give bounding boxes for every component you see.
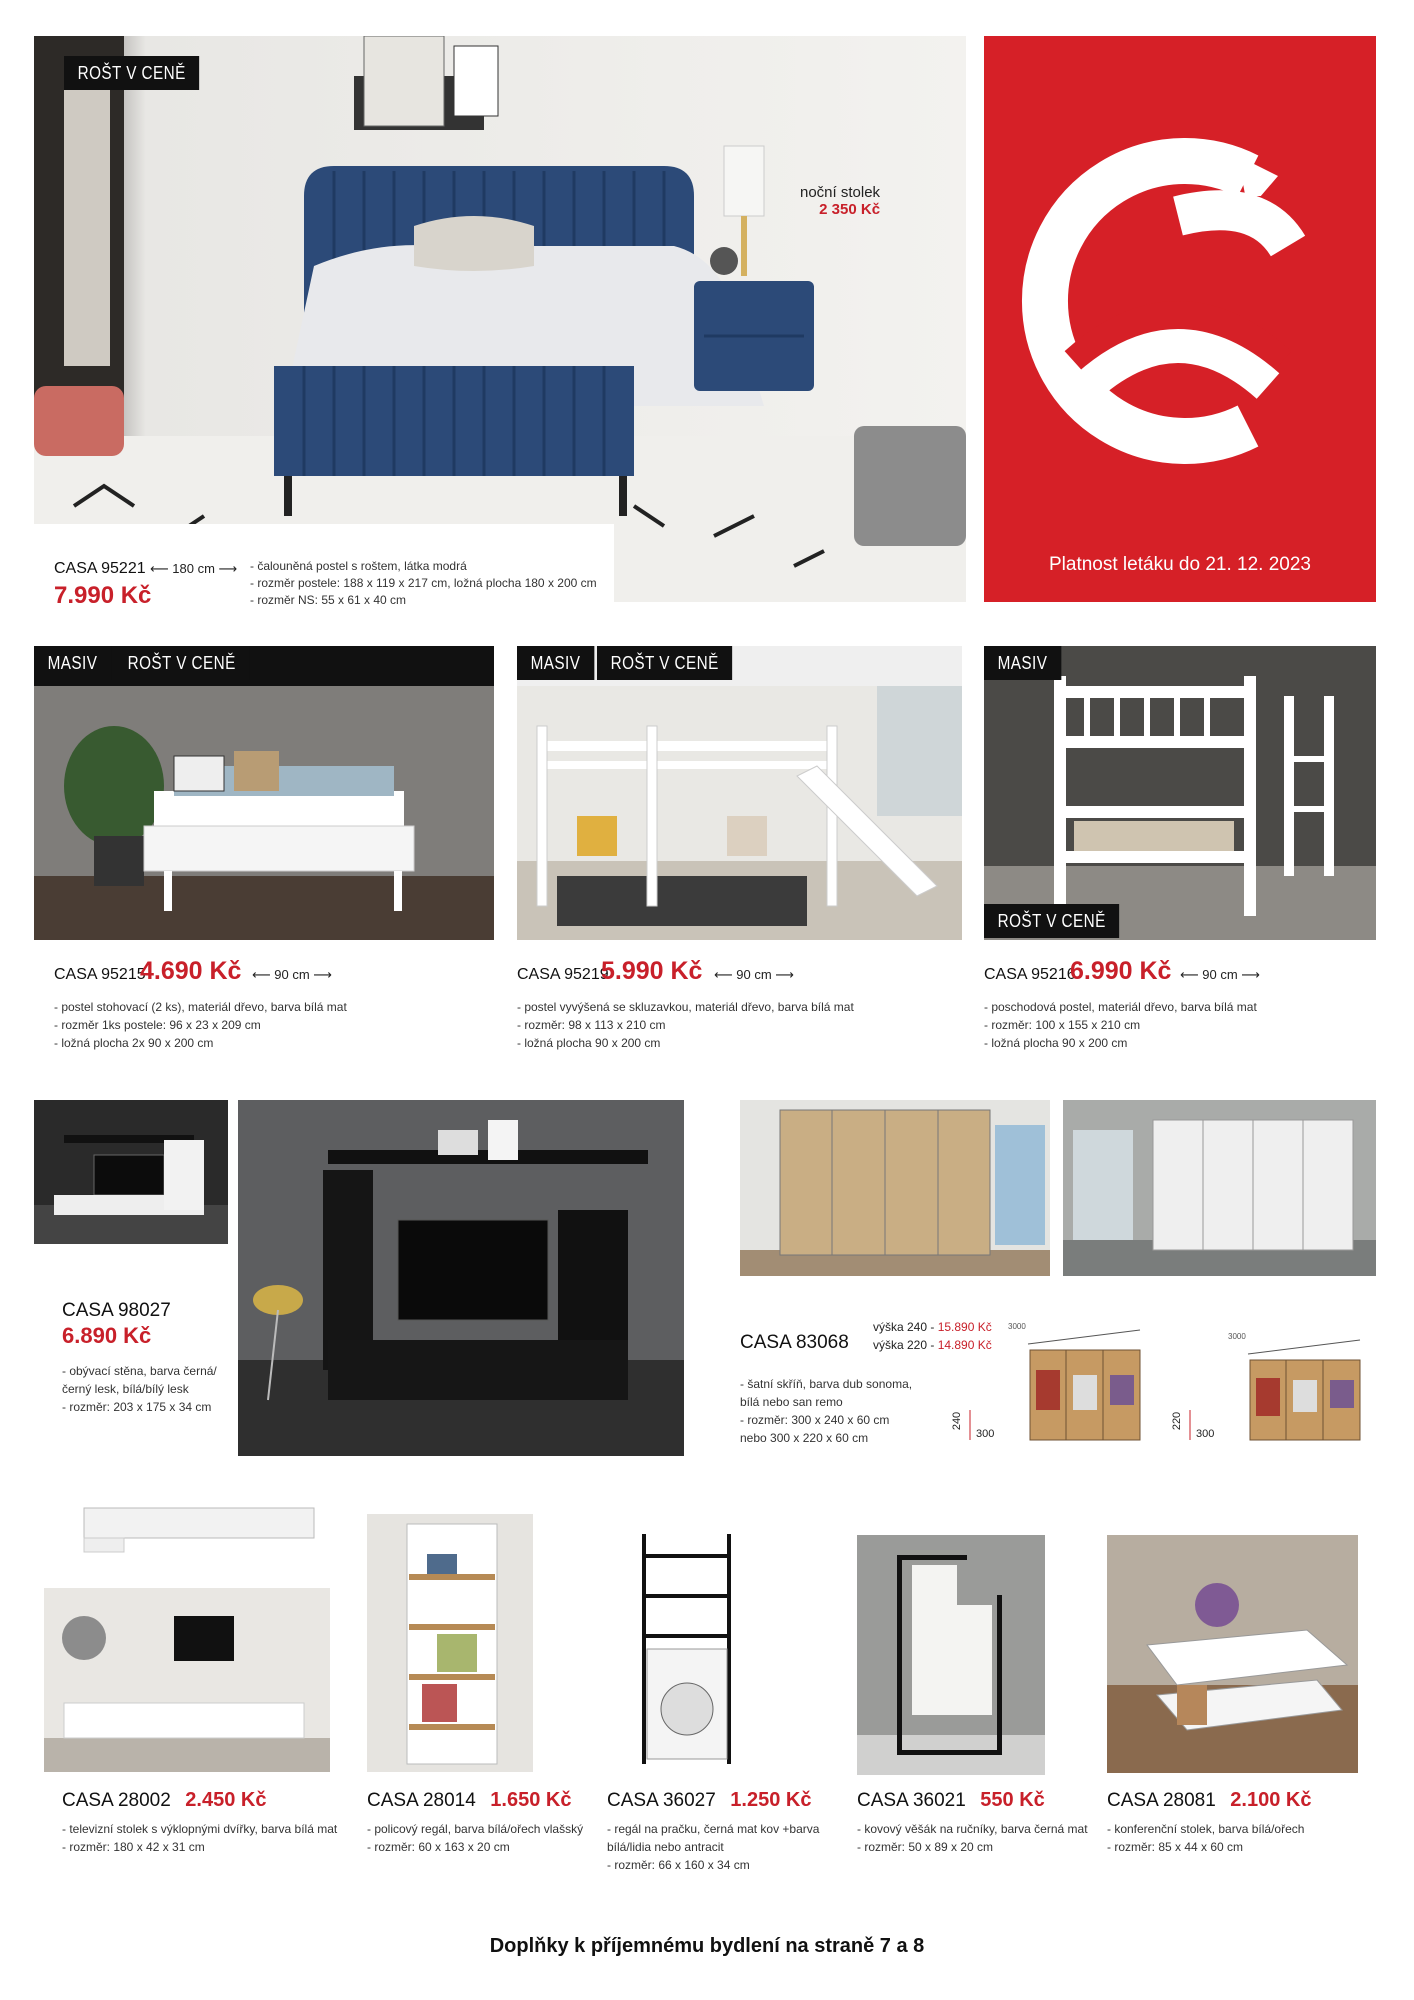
bookshelf-illustration xyxy=(367,1514,533,1772)
desc-line: - kovový věšák na ručníky, barva černá mat xyxy=(857,1822,1088,1836)
bunk-bed-desc xyxy=(984,998,1257,1052)
washer-shelf-illustration xyxy=(607,1514,765,1776)
arrow-right-icon: ⟶ xyxy=(1241,967,1260,982)
small-item-price: 1.650 Kč xyxy=(490,1789,572,1811)
desc-line: - rozměr 1ks postele: 96 x 23 x 209 cm xyxy=(54,1018,261,1032)
validity-text: Platnost letáku do 21. 12. 2023 xyxy=(1049,554,1311,575)
stacking-bed-desc xyxy=(54,998,347,1052)
loft-bed-width-label: 90 cm xyxy=(736,967,772,982)
loft-bed-width xyxy=(714,967,794,983)
wardrobe-b-width: 300 xyxy=(1196,1428,1215,1440)
bunk-bed-width xyxy=(1180,967,1260,983)
desc-line: - rozměr: 85 x 44 x 60 cm xyxy=(1107,1840,1244,1854)
stacking-bed-price: 4.690 Kč xyxy=(140,957,242,985)
desc-line: - rozměr: 66 x 160 x 34 cm xyxy=(607,1858,750,1872)
desc-line: - poschodová postel, materiál dřevo, barva bílá mat xyxy=(984,1000,1257,1014)
bunk-bed-code: CASA 95216 xyxy=(984,966,1076,983)
small-item-price: 2.100 Kč xyxy=(1230,1789,1312,1811)
tv-wall-desc xyxy=(62,1362,217,1416)
small-item-code: CASA 28014 xyxy=(367,1790,476,1811)
loft-bed-badge-masiv: MASIV xyxy=(517,646,594,680)
desc-line: - ložná plocha 90 x 200 cm xyxy=(517,1036,661,1050)
wardrobe-desc xyxy=(740,1375,912,1447)
wardrobe-b-top-dim: 3000 xyxy=(1228,1332,1246,1341)
nightstand-price: 2 350 Kč xyxy=(819,201,881,218)
tv-wall-photo xyxy=(238,1100,684,1456)
wardrobe-price-220: 14.890 Kč xyxy=(937,1338,992,1352)
small-item-price: 2.450 Kč xyxy=(185,1789,267,1811)
loft-bed-badge-rost: ROŠT V CENĚ xyxy=(597,646,732,680)
wardrobe-interior-240-illustration xyxy=(937,1320,1150,1460)
small-item-3 xyxy=(607,1789,819,1874)
wardrobe-photo-white xyxy=(1063,1100,1376,1276)
tv-wall-illustration xyxy=(238,1100,684,1456)
wardrobe-code: CASA 83068 xyxy=(740,1332,849,1353)
bunk-bed-badge-rost: ROŠT V CENĚ xyxy=(984,904,1119,938)
desc-line: bílá nebo san remo xyxy=(740,1395,843,1409)
wardrobe-oak-illustration xyxy=(740,1100,1050,1276)
nightstand-callout xyxy=(800,184,880,218)
desc-line: - televizní stolek s výklopnými dvířky, barva bílá mat xyxy=(62,1822,338,1836)
bunk-bed-badge-masiv: MASIV xyxy=(984,646,1061,680)
bed-hero-desc xyxy=(250,558,597,609)
casa-logo-icon xyxy=(1018,136,1342,466)
bed-hero-photo xyxy=(34,36,966,602)
bed-hero-width-label: 180 cm xyxy=(172,561,215,576)
bed-hero-code: CASA 95221 xyxy=(54,560,146,577)
loft-bed-code: CASA 95219 xyxy=(517,966,609,983)
loft-bed-photo xyxy=(517,646,962,940)
desc-line: - rozměr: 60 x 163 x 20 cm xyxy=(367,1840,510,1854)
desc-line: - regál na pračku, černá mat kov +barva xyxy=(607,1822,820,1836)
bunk-bed-price: 6.990 Kč xyxy=(1070,957,1172,985)
tv-stand-illustration xyxy=(44,1498,330,1772)
desc-line: - postel stohovací (2 ks), materiál dřevo, barva bílá mat xyxy=(54,1000,347,1014)
towel-rack-illustration xyxy=(857,1535,1045,1775)
wardrobe-a-height: 240 xyxy=(951,1411,964,1431)
small-item-code: CASA 36021 xyxy=(857,1790,966,1811)
wardrobe-price-240: 15.890 Kč xyxy=(937,1320,992,1334)
bookshelf-photo xyxy=(367,1514,533,1772)
tv-wall-code: CASA 98027 xyxy=(62,1300,171,1321)
arrow-right-icon: ⟶ xyxy=(775,967,794,982)
loft-bed-illustration xyxy=(517,646,962,940)
desc-line: - rozměr: 203 x 175 x 34 cm xyxy=(62,1400,212,1414)
desc-line: - rozměr: 100 x 155 x 210 cm xyxy=(984,1018,1141,1032)
bunk-bed-illustration xyxy=(984,646,1376,940)
desc-line: - obývací stěna, barva černá/ xyxy=(62,1364,217,1378)
arrow-left-icon: ⟵ xyxy=(150,561,169,576)
small-item-code: CASA 28081 xyxy=(1107,1790,1216,1811)
small-item-1 xyxy=(62,1789,337,1856)
wardrobe-b-height: 220 xyxy=(1171,1411,1184,1431)
arrow-left-icon: ⟵ xyxy=(1180,967,1199,982)
washer-shelf-photo xyxy=(607,1514,765,1776)
nightstand-label: noční stolek xyxy=(800,184,881,201)
desc-line: - postel vyvýšená se skluzavkou, materiál dřevo, barva bílá mat xyxy=(517,1000,854,1014)
desc-line: - rozměr: 98 x 113 x 210 cm xyxy=(517,1018,666,1032)
coffee-table-photo xyxy=(1107,1535,1358,1773)
stacking-bed-photo xyxy=(34,646,494,940)
stacking-bed-width-label: 90 cm xyxy=(274,967,310,982)
bed-hero-width xyxy=(150,561,237,577)
tv-wall-thumb-photo xyxy=(34,1100,228,1244)
footer-note: Doplňky k příjemnému bydlení na straně 7 a 8 xyxy=(489,1935,925,1957)
stacking-bed-width xyxy=(252,967,332,983)
coffee-table-illustration xyxy=(1107,1535,1358,1773)
small-item-code: CASA 28002 xyxy=(62,1790,171,1811)
loft-bed-desc xyxy=(517,998,854,1052)
towel-rack-photo xyxy=(857,1535,1045,1775)
arrow-right-icon: ⟶ xyxy=(313,967,332,982)
bed-hero-badge: ROŠT V CENĚ xyxy=(64,56,199,90)
wardrobe-diagram-240 xyxy=(937,1320,1150,1460)
small-item-2 xyxy=(367,1789,583,1856)
brand-panel xyxy=(984,36,1376,602)
wardrobe-white-illustration xyxy=(1063,1100,1376,1276)
tv-wall-price: 6.890 Kč xyxy=(62,1323,152,1348)
wardrobe-a-top-dim: 3000 xyxy=(1008,1322,1026,1331)
desc-line: - rozměr postele: 188 x 119 x 217 cm, ložná plocha 180 x 200 cm xyxy=(250,576,597,590)
stacking-bed-badge-rost: ROŠT V CENĚ xyxy=(114,646,249,680)
desc-line: - rozměr: 50 x 89 x 20 cm xyxy=(857,1840,994,1854)
tv-wall-thumb-illustration xyxy=(34,1100,228,1244)
small-item-4 xyxy=(857,1789,1088,1856)
wardrobe-interior-220-illustration xyxy=(1160,1330,1370,1460)
desc-line: bílá/lidia nebo antracit xyxy=(607,1840,724,1854)
wardrobe-price-220-label: výška 220 - xyxy=(873,1338,935,1352)
desc-line: - ložná plocha 90 x 200 cm xyxy=(984,1036,1128,1050)
desc-line: nebo 300 x 220 x 60 cm xyxy=(740,1431,869,1445)
bunk-bed-photo xyxy=(984,646,1376,940)
wardrobe-photo-oak xyxy=(740,1100,1050,1276)
desc-line: - rozměr NS: 55 x 61 x 40 cm xyxy=(250,593,407,607)
arrow-left-icon: ⟵ xyxy=(252,967,271,982)
small-item-price: 1.250 Kč xyxy=(730,1789,812,1811)
small-item-price: 550 Kč xyxy=(980,1789,1045,1811)
wardrobe-diagram-220 xyxy=(1160,1330,1370,1460)
stacking-bed-badge-masiv: MASIV xyxy=(34,646,111,680)
desc-line: černý lesk, bílá/bílý lesk xyxy=(62,1382,189,1396)
wardrobe-price-240-label: výška 240 - xyxy=(873,1320,935,1334)
desc-line: - ložná plocha 2x 90 x 200 cm xyxy=(54,1036,214,1050)
stacking-bed-illustration xyxy=(34,646,494,940)
stacking-bed-code: CASA 95215 xyxy=(54,966,146,983)
tv-stand-photo xyxy=(44,1498,330,1772)
small-item-code: CASA 36027 xyxy=(607,1790,716,1811)
small-item-5 xyxy=(1107,1789,1311,1856)
desc-line: - konferenční stolek, barva bílá/ořech xyxy=(1107,1822,1305,1836)
desc-line: - šatní skříň, barva dub sonoma, xyxy=(740,1377,913,1391)
bed-hero-illustration xyxy=(34,36,966,602)
arrow-left-icon: ⟵ xyxy=(714,967,733,982)
loft-bed-price: 5.990 Kč xyxy=(601,957,703,985)
desc-line: - policový regál, barva bílá/ořech vlašský xyxy=(367,1822,584,1836)
wardrobe-a-width: 300 xyxy=(976,1428,995,1440)
desc-line: - rozměr: 300 x 240 x 60 cm xyxy=(740,1413,890,1427)
bunk-bed-width-label: 90 cm xyxy=(1202,967,1238,982)
desc-line: - rozměr: 180 x 42 x 31 cm xyxy=(62,1840,205,1854)
arrow-right-icon: ⟶ xyxy=(218,561,238,576)
desc-line: - čalouněná postel s roštem, látka modrá xyxy=(250,559,467,573)
bed-hero-price: 7.990 Kč xyxy=(54,582,152,609)
